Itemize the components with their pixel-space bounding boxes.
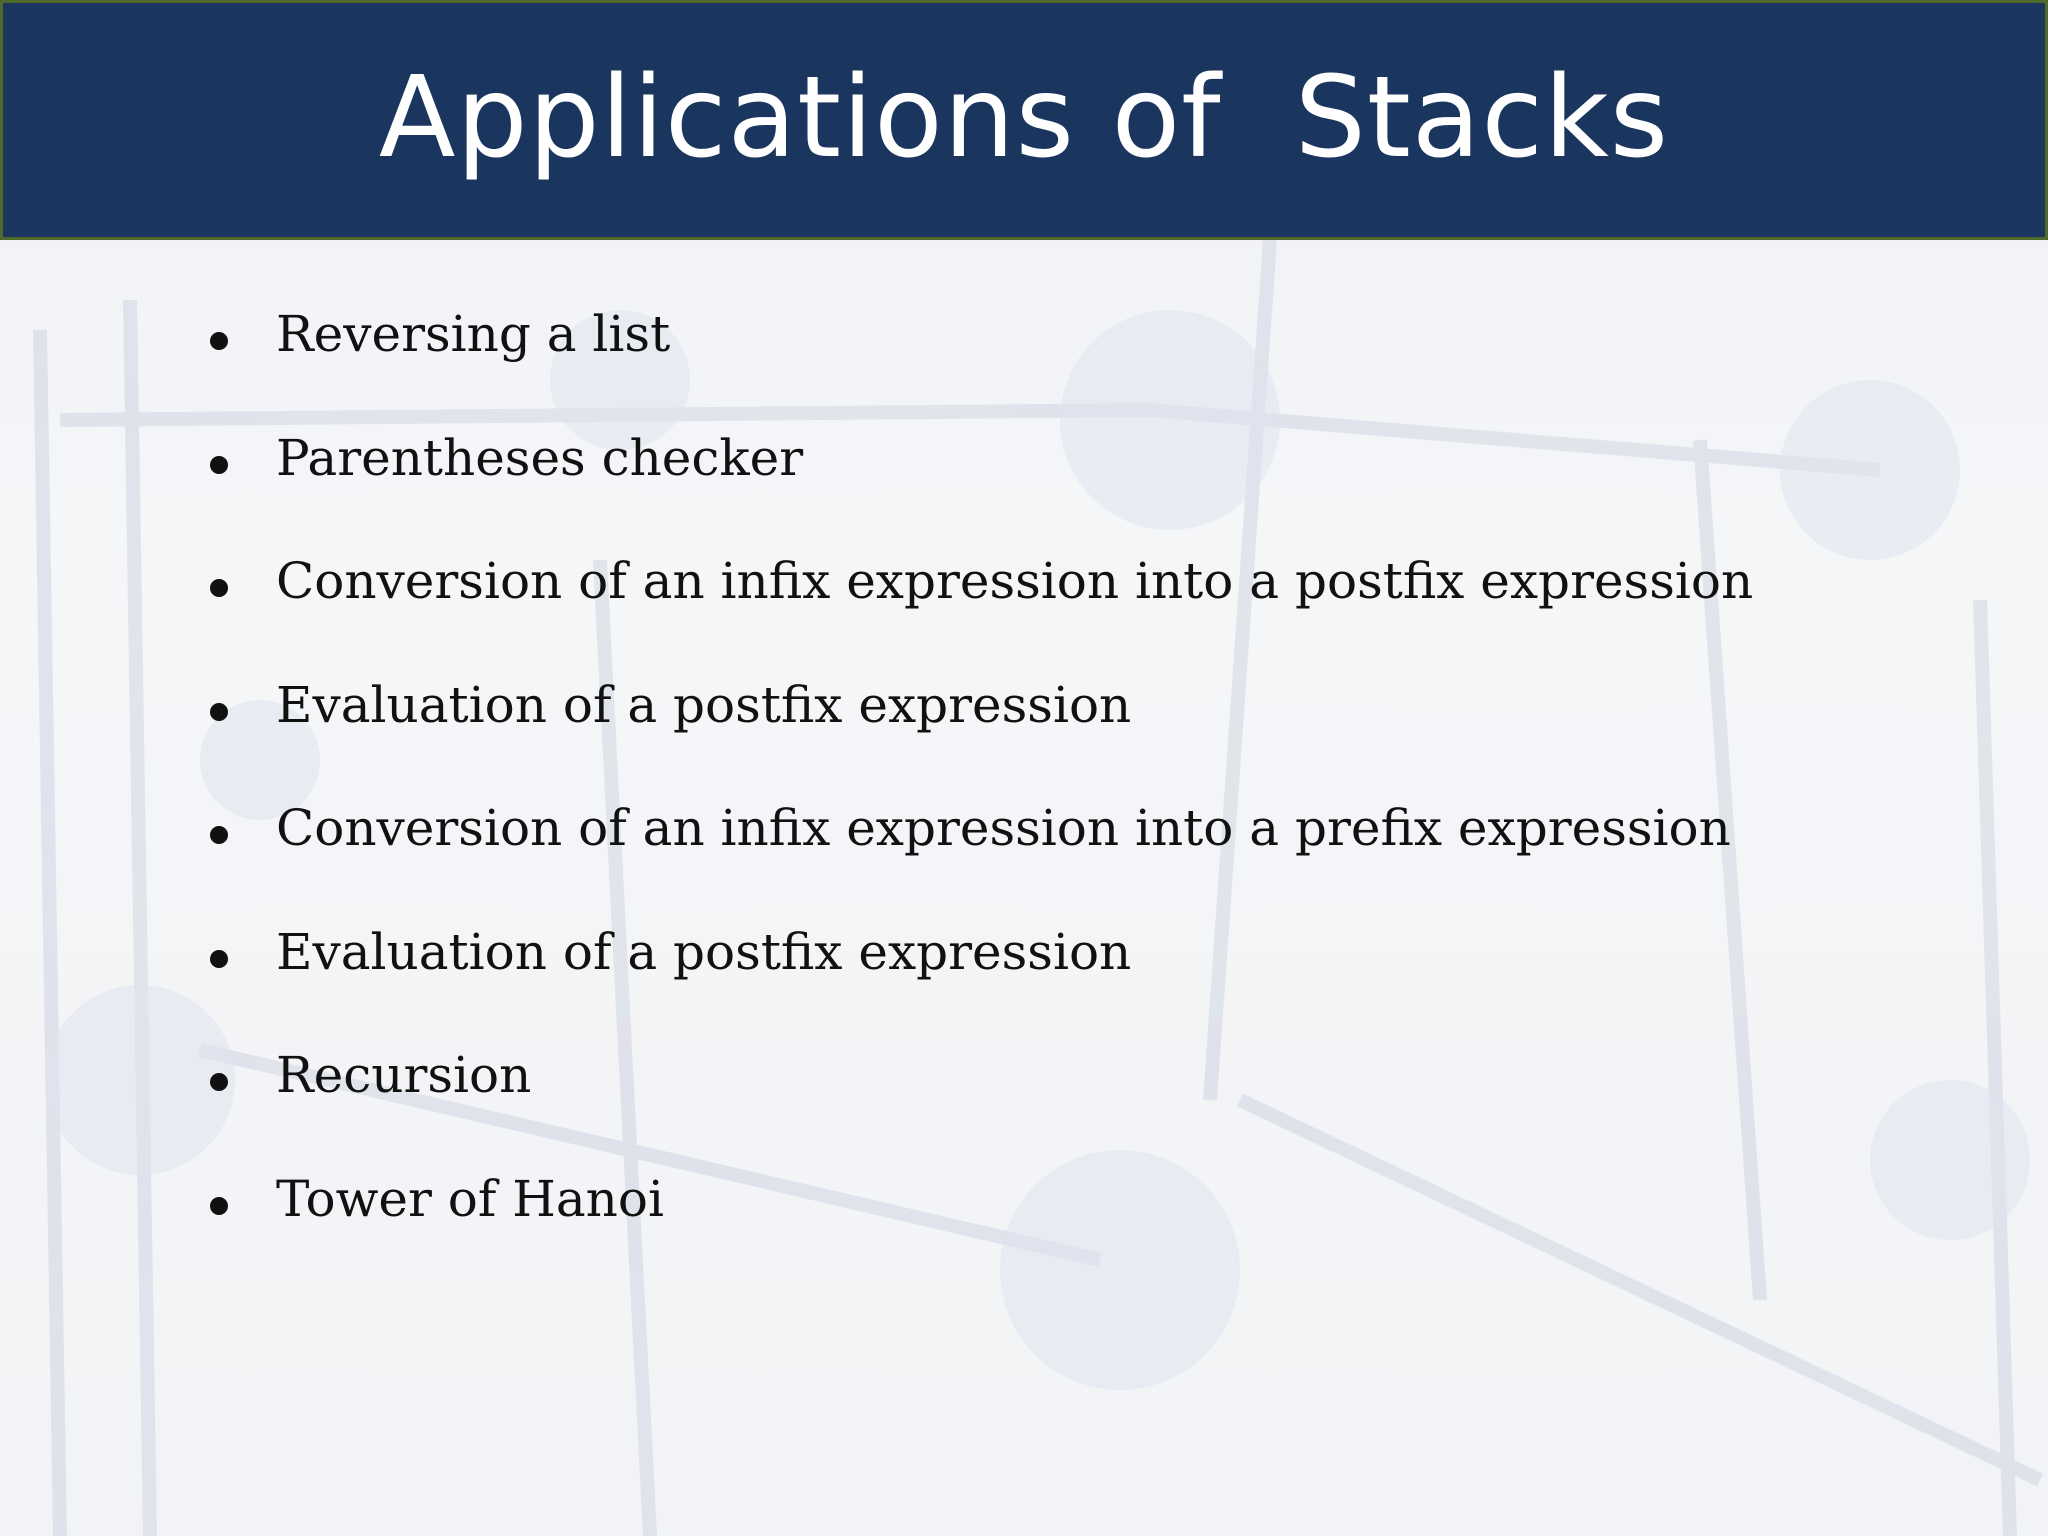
list-item [204, 922, 1753, 1046]
bullet-dot-icon [204, 1045, 276, 1091]
list-item [204, 1045, 1753, 1169]
list-item-text: Conversion of an infix expression into a prefix expression [276, 799, 1731, 857]
bullet-list [204, 304, 1753, 1292]
title-bar [0, 0, 2048, 240]
slide-title: Applications of Stacks [378, 53, 1670, 183]
bullet-dot-icon [204, 1169, 276, 1215]
list-item [204, 675, 1753, 799]
list-item-text: Reversing a list [276, 305, 671, 363]
list-item-text: Conversion of an infix expression into a postfix expression [276, 552, 1754, 610]
list-item-text: Evaluation of a postfix expression [276, 922, 1132, 981]
list-item-text: Evaluation of a postfix expression [276, 675, 1132, 734]
bullet-dot-icon [204, 304, 276, 350]
list-item [204, 428, 1753, 552]
list-item [204, 1169, 1753, 1293]
list-item [204, 551, 1753, 675]
bullet-dot-icon [204, 798, 276, 844]
bullet-dot-icon [204, 551, 276, 597]
list-item-text: Recursion [276, 1046, 532, 1104]
list-item-text: Parentheses checker [276, 428, 804, 487]
bullet-dot-icon [204, 922, 276, 968]
list-item-text: Tower of Hanoi [276, 1169, 664, 1228]
bullet-dot-icon [204, 428, 276, 474]
bullet-dot-icon [204, 675, 276, 721]
list-item [204, 304, 1753, 428]
list-item [204, 798, 1753, 922]
